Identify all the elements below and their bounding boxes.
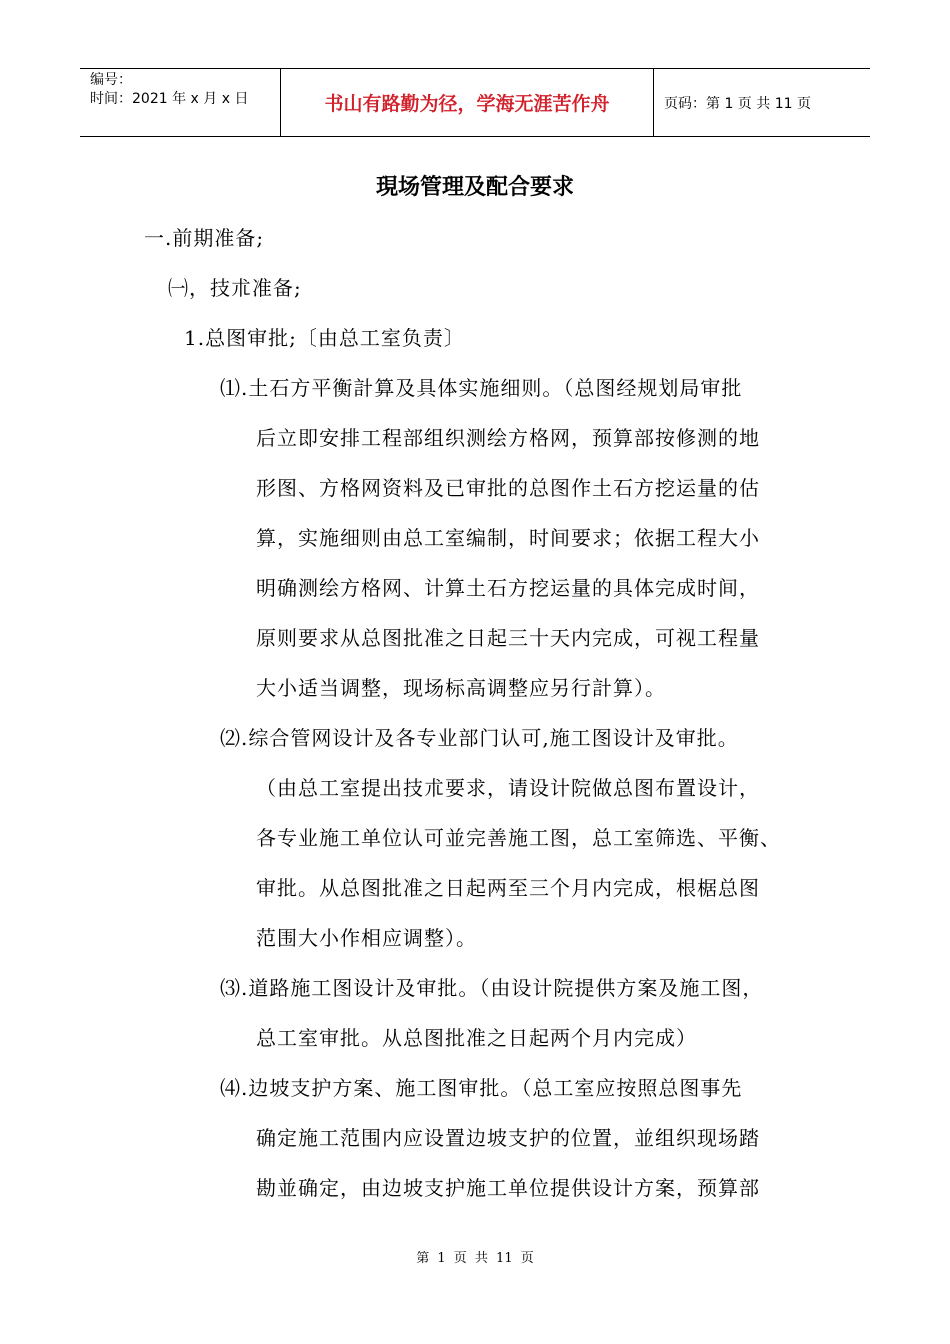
header-page-cell bbox=[654, 69, 870, 136]
paragraph-line: 后立即安排工程部组织测绘方格网，预算部按修测的地 bbox=[256, 426, 760, 450]
paragraph-line: 范围大小作相应调整）。 bbox=[256, 926, 477, 950]
paragraph-line: 大小适当调整，现场标高调整应另行計算）。 bbox=[256, 676, 666, 700]
subsection-heading: ㈠，技朮准备; bbox=[168, 276, 302, 300]
paragraph-line: ⑵.综合管网设计及各专业部门认可,施工图设计及审批。 bbox=[220, 726, 739, 750]
paragraph-line: ⑴.土石方平衡計算及具体实施细则。（总图经规划局审批 bbox=[220, 376, 743, 400]
date-label: 时间：2021 年 x 月 x 日 bbox=[90, 91, 249, 107]
item-heading: 1.总图审批;〔由总工室负责〕 bbox=[184, 326, 465, 350]
paragraph-line: 算，实施细则由总工室编制，时间要求；依据工程大小 bbox=[256, 526, 760, 550]
page-footer: 第 1 页 共 11 页 bbox=[416, 1251, 534, 1266]
paragraph-line: 原则要求从总图批准之日起三十天内完成，可视工程量 bbox=[256, 626, 760, 650]
number-label: 编号： bbox=[90, 72, 132, 88]
paragraph-line: 各专业施工单位认可並完善施工图，总工室筛选、平衡、 bbox=[256, 826, 781, 850]
paragraph-line: （由总工室提出技朮要求，请设计院做总图布置设计， bbox=[256, 776, 760, 800]
paragraph-line: ⑷.边坡支护方案、施工图审批。（总工室应按照总图事先 bbox=[220, 1076, 743, 1100]
section-heading: 一.前期准备; bbox=[144, 226, 265, 250]
paragraph-line: 审批。从总图批准之日起两至三个月内完成，根椐总图 bbox=[256, 876, 760, 900]
paragraph-line: 形图、方格网资料及已审批的总图作土石方挖运量的估 bbox=[256, 476, 760, 500]
paragraph-line: 明确测绘方格网、计算土石方挖运量的具体完成时间， bbox=[256, 576, 760, 600]
page-info: 页码：第 1 页 共 11 页 bbox=[664, 95, 811, 112]
motto-text: 书山有路勤为径，学海无涯苦作舟 bbox=[324, 93, 610, 115]
header-table bbox=[80, 68, 870, 137]
paragraph-line: ⑶.道路施工图设计及审批。（由设计院提供方案及施工图， bbox=[220, 976, 764, 1000]
document-title: 現场管理及配合要求 bbox=[375, 174, 574, 200]
header-motto-cell bbox=[281, 69, 654, 136]
paragraph-line: 总工室审批。从总图批准之日起两个月内完成） bbox=[256, 1026, 697, 1050]
header-meta-cell bbox=[80, 69, 281, 136]
paragraph-line: 勘並确定，由边坡支护施工单位提供设计方案，预算部 bbox=[256, 1176, 760, 1200]
paragraph-line: 确定施工范围内应设置边坡支护的位置，並组织现场踏 bbox=[256, 1126, 760, 1150]
